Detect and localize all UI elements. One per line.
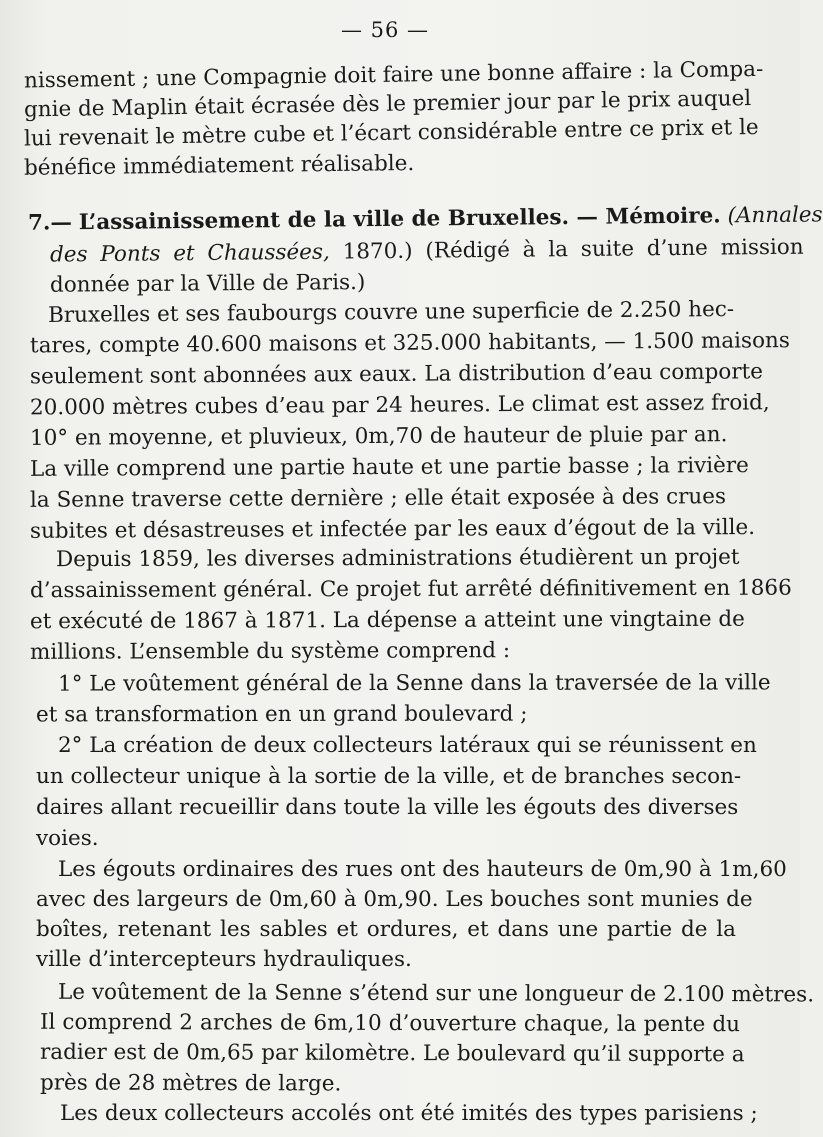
item1-line-2: et sa transformation en un grand boulevard ; — [35, 701, 528, 728]
p3-line-4: ville d’intercepteurs hydrauliques. — [36, 947, 412, 972]
intro-line-3: lui revenait le mètre cube et l’écart considérable entre ce prix et le — [23, 114, 759, 152]
p3-line-1: Les égouts ordinaires des rues ont des hauteurs de 0m,90 à 1m,60 — [58, 857, 787, 882]
intro-line-1: nissement ; une Compagnie doit faire une bonne affaire : la Compa- — [23, 56, 764, 94]
p1-line-2: tares, compte 40.600 maisons et 325.000 habitants, — 1.500 maisons — [29, 328, 790, 359]
page-number: — 56 — — [340, 18, 430, 42]
section-title: L’assainissement de la ville de Bruxelles. — Mémoire. — [78, 203, 721, 236]
p2-line-1: Depuis 1859, les diverses administrations étudièrent un projet — [55, 544, 740, 573]
p1-line-6: La ville comprend une partie haute et une partie basse ; la rivière — [29, 453, 749, 482]
p5-line-1: Les deux collecteurs accolés ont été imités des types parisiens ; — [60, 1101, 758, 1126]
item2-line-2: un collecteur unique à la sortie de la ville, et de branches secon- — [36, 764, 742, 789]
item2-line-4: voies. — [36, 826, 99, 851]
item2-line-1: 2° La création de deux collecteurs latéraux qui se réunissent en — [58, 733, 757, 758]
p2-line-4: millions. L’ensemble du système comprend : — [29, 638, 511, 665]
intro-line-4: bénéfice immédiatement réalisable. — [23, 150, 415, 181]
p1-line-3: seulement sont abonnées aux eaux. La distribution d’eau comporte — [29, 359, 764, 390]
p2-line-2: d’assainissement général. Ce projet fut arrêté définitivement en 1866 — [29, 575, 792, 604]
p1-line-8: subites et désastreuses et infectée par les eaux d’égout de la ville. — [29, 515, 756, 544]
intro-line-2: gnie de Maplin était écrasée dès le premier jour par le prix auquel — [23, 86, 752, 123]
p4-line-1: Le voûtement de la Senne s’étend sur une longueur de 2.100 mètres. — [57, 979, 815, 1008]
section-note-part2: donnée par la Ville de Paris.) — [49, 269, 366, 298]
p2-line-3: et exécuté de 1867 à 1871. La dépense a atteint une vingtaine de — [29, 606, 745, 635]
section-number: 7.— — [27, 210, 73, 236]
p1-line-5: 10° en moyenne, et pluvieux, 0m,70 de hauteur de pluie par an. — [29, 422, 728, 451]
p4-line-4: près de 28 mètres de large. — [39, 1070, 342, 1097]
section-source-rest: des Ponts et Chaussées, — [49, 239, 330, 268]
p1-line-7: la Senne traverse cette dernière ; elle était exposée à des crues — [29, 484, 727, 513]
section-source-line — [49, 234, 804, 269]
section-note-part1: (Rédigé à la suite d’une mission — [425, 234, 804, 264]
section-heading — [27, 202, 823, 237]
p4-line-3: radier est de 0m,65 par kilomètre. Le boulevard qu’il supporte a — [39, 1039, 745, 1068]
p3-line-2: avec des largeurs de 0m,60 à 0m,90. Les bouches sont munies de — [36, 887, 753, 912]
item1-line-1: 1° Le voûtement général de la Senne dans la traversée de la ville — [57, 670, 771, 697]
p1-line-4: 20.000 mètres cubes d’eau par 24 heures. Le climat est assez froid, — [29, 390, 770, 421]
p4-line-2: Il comprend 2 arches de 6m,10 d’ouverture chaque, la pente du — [39, 1009, 741, 1038]
p1-line-1: Bruxelles et ses faubourgs couvre une superficie de 2.250 hec- — [47, 296, 735, 328]
p3-line-3: boîtes, retenant les sables et ordures, et dans une partie de la — [36, 917, 736, 942]
item2-line-3: daires allant recueillir dans toute la ville les égouts des diverses — [36, 795, 739, 820]
section-year: 1870.) — [342, 238, 413, 265]
section-source-open: (Annales — [727, 202, 823, 229]
